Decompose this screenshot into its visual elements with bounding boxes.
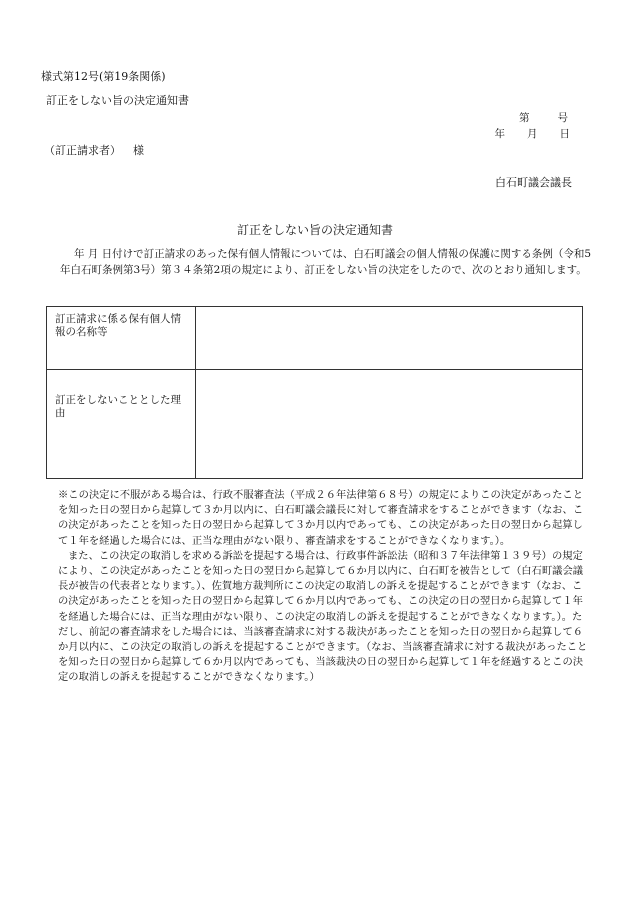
notes-paragraph-lawsuit: また、この決定の取消しを求める訴訟を提起する場合は、行政事件訴訟法（昭和３７年法律第１３９号）の規定により、この決定があったことを知った日の翌日から起算して６か月以内に、白石町を被告として（白石町議会議長が被告の代表者となります。）、佐賀地方裁判所にこの決定の取消しの訴えを提起することができます（なお、この決定があったことを知った日の翌日から起算して６か月以内であっても、この決定の日の翌日から起算して１年を経過した場合には、正当な理由がない限り、この決定の取消しの訴えを提起することができなくなります。）。ただし、前記の審査請求をした場合には、当該審査請求に対する裁決があったことを知った日の翌日から起算して６か月以内に、この決定の取消しの訴えを提起することができます。（なお、当該審査請求に対する裁決があったことを知った日の翌日から起算して６か月以内であっても、当該裁決の日の翌日から起算して１年を経過するとこの決定の取消しの訴えを提起することができなくなります。） bbox=[58, 549, 588, 684]
notes-paragraph-appeal: ※この決定に不服がある場合は、行政不服審査法（平成２６年法律第６８号）の規定によりこの決定があったことを知った日の翌日から起算して３か月以内に、白石町議会議長に対して審査請求をすることができます（なお、この決定があったことを知った日の翌日から起算して３か月以内であっても、この決定があった日の翌日から起算して１年を経過した場合には、正当な理由がない限り、審査請求をすることができなくなります。）。 bbox=[58, 489, 584, 547]
body-paragraph bbox=[60, 246, 600, 278]
notes-paragraph-lawsuit-wrap bbox=[58, 549, 592, 686]
row-label-reason: 訂正をしないこととした理由 bbox=[47, 370, 196, 479]
form-number: 様式第12号(第19条関係) bbox=[41, 70, 166, 83]
row-value-information-name bbox=[196, 307, 583, 370]
body-text: 年 月 日付けで訂正請求のあった保有個人情報については、白石町議会の個人情報の保護に関する条例（令和5年白石町条例第3号）第３４条第2項の規定により、訂正をしない旨の決定をしたので、次のとおり通知します。 bbox=[60, 248, 592, 276]
issuer-name: 白石町議会議長 bbox=[495, 176, 572, 189]
row-label-information-name: 訂正請求に係る保有個人情報の名称等 bbox=[47, 307, 196, 370]
notes-section bbox=[58, 488, 592, 686]
recipient-name: （訂正請求者） bbox=[44, 144, 121, 157]
number-prefix: 第 bbox=[519, 112, 530, 124]
header-title: 訂正をしない旨の決定通知書 bbox=[46, 94, 189, 107]
recipient-line bbox=[44, 142, 144, 158]
number-suffix: 号 bbox=[557, 112, 568, 124]
date-month: 月 bbox=[527, 128, 538, 140]
date-line bbox=[495, 126, 571, 141]
table-row bbox=[47, 370, 583, 479]
date-year: 年 bbox=[494, 128, 505, 140]
row-value-reason bbox=[196, 370, 583, 479]
document-number-line bbox=[519, 110, 568, 125]
info-table bbox=[46, 306, 583, 479]
date-day: 日 bbox=[559, 128, 570, 140]
table-row bbox=[47, 307, 583, 370]
recipient-honorific: 様 bbox=[133, 144, 144, 157]
document-title: 訂正をしない旨の決定通知書 bbox=[236, 223, 393, 237]
